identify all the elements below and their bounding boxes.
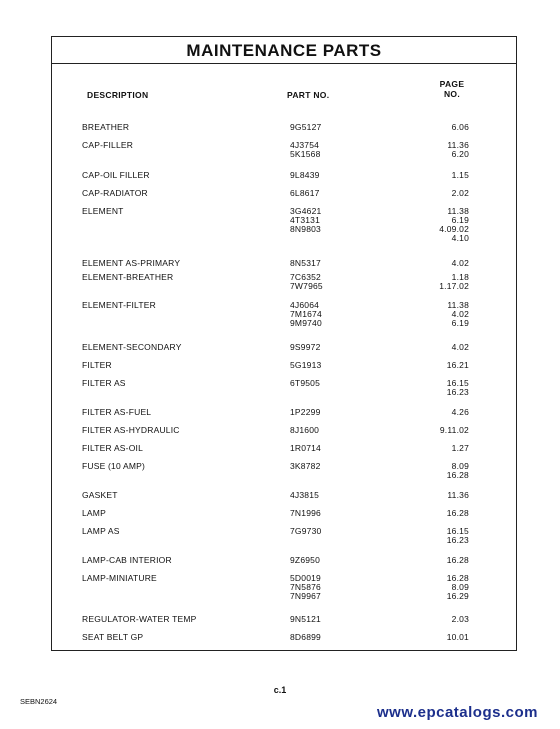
- row-page-numbers: [399, 259, 469, 268]
- row-description: FILTER AS-HYDRAULIC: [82, 425, 180, 435]
- row-part-numbers: [290, 123, 370, 132]
- row-page-numbers: [399, 633, 469, 642]
- document-code: SEBN2624: [20, 697, 58, 706]
- part-number: 9N5121: [290, 614, 321, 624]
- row-description: LAMP-CAB INTERIOR: [82, 555, 172, 565]
- row-part-numbers: [290, 171, 370, 180]
- watermark: www.epcatalogs.com: [377, 704, 538, 721]
- part-number: 8J1600: [290, 425, 320, 435]
- page-number: 4.02: [451, 309, 469, 319]
- part-number: 8N9803: [290, 224, 321, 234]
- page-number: 16.29: [446, 591, 469, 601]
- row-page-numbers: [399, 509, 469, 518]
- row-description: FILTER AS-FUEL: [82, 407, 152, 417]
- page-number: 16.15: [446, 526, 469, 536]
- row-part-numbers: [290, 574, 370, 601]
- part-number: 7W7965: [290, 281, 323, 291]
- part-number: 7N1996: [290, 508, 321, 518]
- row-description: FILTER: [82, 360, 112, 370]
- page-number: 11.36: [447, 490, 469, 500]
- column-header-page-line2: NO.: [443, 89, 460, 99]
- row-part-numbers: [290, 509, 370, 518]
- part-number: 5D0019: [290, 573, 321, 583]
- row-part-numbers: [290, 379, 370, 388]
- page-number: 1.18: [451, 272, 469, 282]
- row-description: CAP-RADIATOR: [82, 188, 148, 198]
- page-number: 11.36: [447, 140, 469, 150]
- part-number: 3K8782: [290, 461, 321, 471]
- page-number: 2.02: [451, 188, 469, 198]
- page-number: 16.15: [446, 378, 469, 388]
- row-part-numbers: [290, 408, 370, 417]
- row-part-numbers: [290, 615, 370, 624]
- row-part-numbers: [290, 633, 370, 642]
- row-description: ELEMENT-FILTER: [82, 300, 156, 310]
- page-number: 4.02: [451, 258, 469, 268]
- part-number: 4J6064: [290, 300, 320, 310]
- part-number: 9G5127: [290, 122, 322, 132]
- part-number: 6T9505: [290, 378, 321, 388]
- part-number: 1P2299: [290, 407, 321, 417]
- row-part-numbers: [290, 189, 370, 198]
- page-number: 1.17.02: [439, 281, 469, 291]
- row-part-numbers: [290, 343, 370, 352]
- row-description: ELEMENT-BREATHER: [82, 272, 174, 282]
- row-description: LAMP: [82, 508, 106, 518]
- page-number: 16.21: [446, 360, 469, 370]
- part-number: 5K1568: [290, 149, 321, 159]
- row-part-numbers: [290, 361, 370, 370]
- row-description: FUSE (10 AMP): [82, 461, 146, 471]
- page-number: 6.19: [451, 215, 469, 225]
- page-number: 4.26: [451, 407, 469, 417]
- page-number: 16.28: [446, 573, 469, 583]
- row-description: GASKET: [82, 490, 118, 500]
- row-page-numbers: [399, 462, 469, 480]
- row-description: FILTER AS-OIL: [82, 443, 144, 453]
- column-header-description: DESCRIPTION: [87, 90, 149, 100]
- part-number: 4J3754: [290, 140, 320, 150]
- part-number: 7M1674: [290, 309, 322, 319]
- row-part-numbers: [290, 527, 370, 536]
- row-part-numbers: [290, 301, 370, 328]
- maintenance-parts-table: [51, 36, 517, 651]
- row-page-numbers: [399, 141, 469, 159]
- column-header-page-line1: PAGE: [439, 79, 465, 89]
- row-description: ELEMENT-SECONDARY: [82, 342, 182, 352]
- page-number: 16.23: [446, 387, 469, 397]
- row-description: FILTER AS: [82, 378, 126, 388]
- part-number: 5G1913: [290, 360, 322, 370]
- part-number: 9L8439: [290, 170, 320, 180]
- part-number: 4T3131: [290, 215, 321, 225]
- page-number: 2.03: [451, 614, 469, 624]
- page-number: 8.09: [451, 582, 469, 592]
- part-number: 1R0714: [290, 443, 321, 453]
- page-number: 9.11.02: [439, 425, 469, 435]
- page-number: 16.28: [446, 470, 469, 480]
- row-page-numbers: [399, 379, 469, 397]
- row-part-numbers: [290, 556, 370, 565]
- page-number: 6.06: [451, 122, 469, 132]
- row-description: ELEMENT: [82, 206, 124, 216]
- page-number: 16.23: [446, 535, 469, 545]
- row-description: CAP-OIL FILLER: [82, 170, 150, 180]
- row-page-numbers: [399, 615, 469, 624]
- row-part-numbers: [290, 426, 370, 435]
- page-number: 16.28: [446, 555, 469, 565]
- page-number: 6.20: [451, 149, 469, 159]
- part-number: 3G4621: [290, 206, 322, 216]
- row-page-numbers: [399, 556, 469, 565]
- row-page-numbers: [399, 491, 469, 500]
- part-number: 8D6899: [290, 632, 321, 642]
- row-page-numbers: [399, 123, 469, 132]
- page-number: 6.19: [451, 318, 469, 328]
- part-number: 9S9972: [290, 342, 321, 352]
- part-number: 7G9730: [290, 526, 322, 536]
- part-number: 9Z6950: [290, 555, 321, 565]
- row-description: BREATHER: [82, 122, 130, 132]
- part-number: 6L8617: [290, 188, 320, 198]
- part-number: 8N5317: [290, 258, 321, 268]
- row-page-numbers: [399, 527, 469, 545]
- page-number: 4.10: [451, 233, 469, 243]
- page-title: MAINTENANCE PARTS: [52, 37, 516, 64]
- page-reference: c.1: [273, 685, 287, 695]
- page-number: 4.02: [451, 342, 469, 352]
- page-number: 8.09: [451, 461, 469, 471]
- page-number: 11.38: [447, 206, 469, 216]
- row-page-numbers: [399, 273, 469, 291]
- row-description: CAP-FILLER: [82, 140, 134, 150]
- page-number: 1.15: [451, 170, 469, 180]
- row-description: SEAT BELT GP: [82, 632, 144, 642]
- page-number: 16.28: [446, 508, 469, 518]
- row-page-numbers: [399, 171, 469, 180]
- row-part-numbers: [290, 273, 370, 291]
- row-page-numbers: [399, 426, 469, 435]
- row-page-numbers: [399, 444, 469, 453]
- row-part-numbers: [290, 141, 370, 159]
- row-page-numbers: [399, 408, 469, 417]
- part-number: 7C6352: [290, 272, 321, 282]
- row-page-numbers: [399, 343, 469, 352]
- row-description: REGULATOR-WATER TEMP: [82, 614, 197, 624]
- part-number: 7N9967: [290, 591, 321, 601]
- row-part-numbers: [290, 259, 370, 268]
- column-header-part-no: PART NO.: [287, 90, 330, 100]
- row-part-numbers: [290, 491, 370, 500]
- page-number: 4.09.02: [439, 224, 469, 234]
- row-page-numbers: [399, 207, 469, 243]
- part-number: 9M9740: [290, 318, 322, 328]
- row-part-numbers: [290, 207, 370, 234]
- column-header-page-no: [422, 79, 482, 99]
- row-page-numbers: [399, 189, 469, 198]
- row-part-numbers: [290, 462, 370, 471]
- row-page-numbers: [399, 301, 469, 328]
- row-description: LAMP-MINIATURE: [82, 573, 157, 583]
- row-description: LAMP AS: [82, 526, 120, 536]
- row-part-numbers: [290, 444, 370, 453]
- page-number: 11.38: [447, 300, 469, 310]
- row-page-numbers: [399, 361, 469, 370]
- part-number: 7N5876: [290, 582, 321, 592]
- page-number: 1.27: [451, 443, 469, 453]
- page-number: 10.01: [446, 632, 469, 642]
- part-number: 4J3815: [290, 490, 320, 500]
- row-page-numbers: [399, 574, 469, 601]
- row-description: ELEMENT AS-PRIMARY: [82, 258, 181, 268]
